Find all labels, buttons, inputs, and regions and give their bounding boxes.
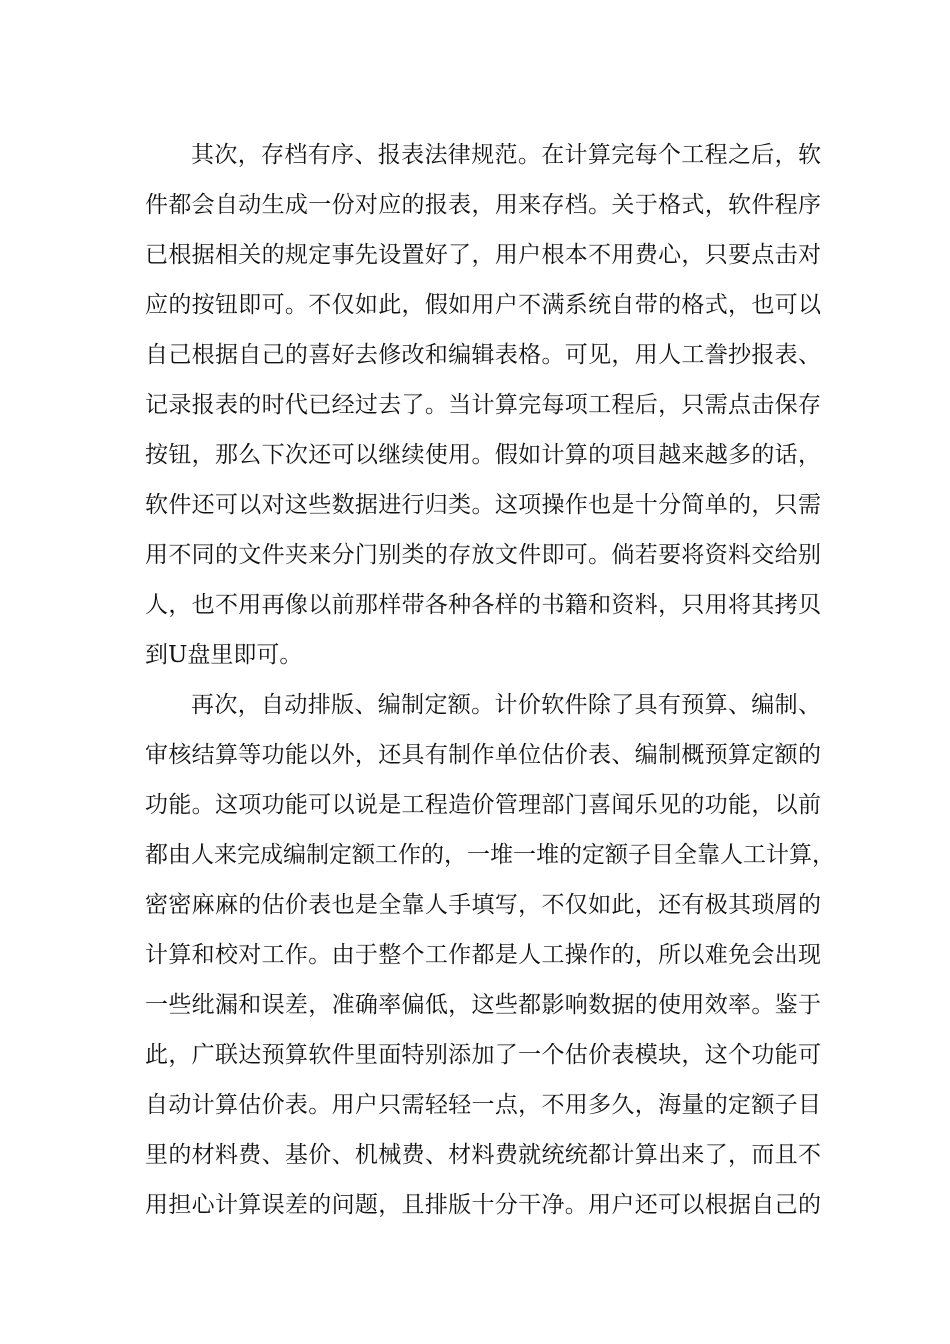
text-line: 件都会自动生成一份对应的报表，用来存档。关于格式，软件程序 — [145, 192, 821, 218]
text-line: 记录报表的时代已经过去了。当计算完每项工程后，只需点击保存 — [145, 392, 821, 418]
text-line: 按钮，那么下次还可以继续使用。假如计算的项目越来越多的话， — [145, 442, 821, 468]
text-line: 都由人来完成编制定额工作的，一堆一堆的定额子目全靠人工计算， — [145, 842, 835, 868]
text-line: 到U盘里即可。 — [145, 642, 303, 668]
text-line: 此，广联达预算软件里面特别添加了一个估价表模块，这个功能可 — [145, 1042, 821, 1068]
text-line: 自动计算估价表。用户只需轻轻一点，不用多久，海量的定额子目 — [145, 1092, 821, 1118]
text-line: 计算和校对工作。由于整个工作都是人工操作的，所以难免会出现 — [145, 942, 821, 968]
text-line: 应的按钮即可。不仅如此，假如用户不满系统自带的格式，也可以 — [145, 292, 821, 318]
paragraph-auto-layout — [145, 680, 835, 1230]
text-line: 用担心计算误差的问题，且排版十分干净。用户还可以根据自己的 — [145, 1192, 821, 1218]
text-line: 人，也不用再像以前那样带各种各样的书籍和资料，只用将其拷贝 — [145, 592, 821, 618]
text-line: 软件还可以对这些数据进行归类。这项操作也是十分简单的，只需 — [145, 492, 821, 518]
paragraph-archiving — [145, 130, 821, 680]
text-line: 审核结算等功能以外，还具有制作单位估价表、编制概预算定额的 — [145, 742, 821, 768]
text-line: 已根据相关的规定事先设置好了，用户根本不用费心，只要点击对 — [145, 242, 821, 268]
text-line: 再次，自动排版、编制定额。计价软件除了具有预算、编制、 — [191, 692, 821, 718]
body-text — [145, 130, 835, 1230]
text-line: 自己根据自己的喜好去修改和编辑表格。可见，用人工誊抄报表、 — [145, 342, 821, 368]
text-line: 密密麻麻的估价表也是全靠人手填写，不仅如此，还有极其琐屑的 — [145, 892, 821, 918]
text-line: 一些纰漏和误差，准确率偏低，这些都影响数据的使用效率。鉴于 — [145, 992, 821, 1018]
text-line: 其次，存档有序、报表法律规范。在计算完每个工程之后，软 — [191, 142, 821, 168]
text-line: 用不同的文件夹来分门别类的存放文件即可。倘若要将资料交给别 — [145, 542, 821, 568]
text-line: 功能。这项功能可以说是工程造价管理部门喜闻乐见的功能，以前 — [145, 792, 821, 818]
text-line: 里的材料费、基价、机械费、材料费就统统都计算出来了，而且不 — [145, 1142, 821, 1168]
